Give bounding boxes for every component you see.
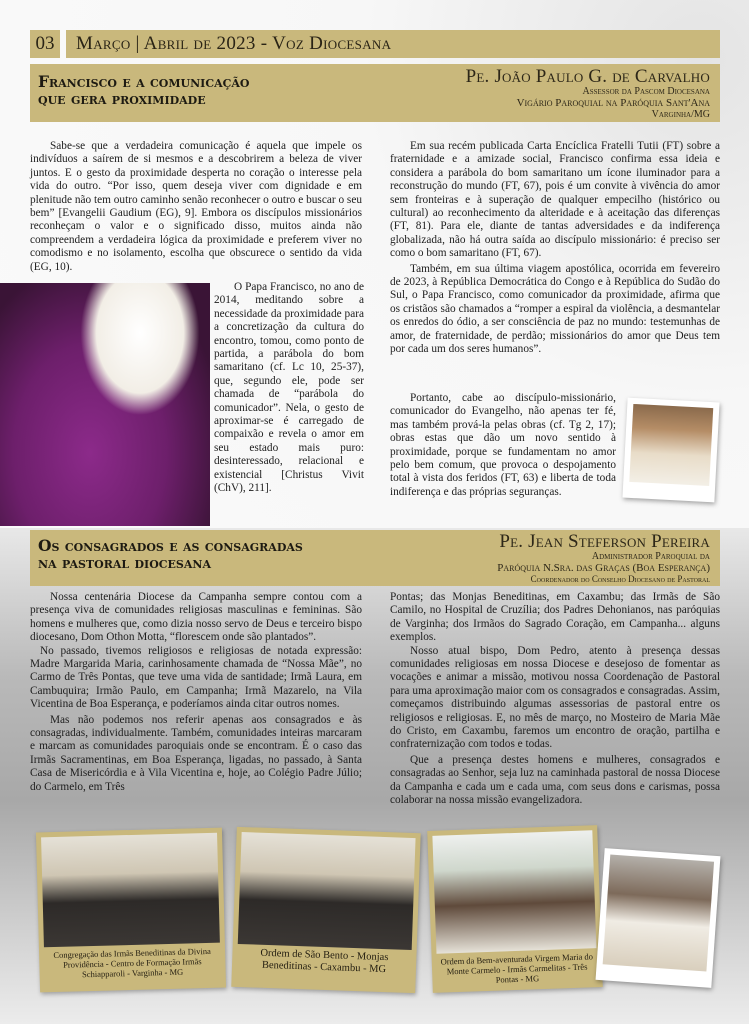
photo-caption: Ordem de São Bento - Monjas Beneditinas - Caxambu - MG [260,947,389,976]
pope-francis-photo [0,283,210,526]
photo-carmelite-sisters [427,825,603,993]
paragraph: O Papa Francisco, no ano de 2014, meditando sobre a necessidade da proximidade para a concretização da cultura do encontro, tomou, como ponto de partida, a parábola do bom samaritano (cf. Lc 10, 25-37), que, segundo ele, pode ser chamada de “parábola do comunicador”. Nela, o gesto de aproximar-se é carregado de compaixão e revela o amor em seu estado mais puro: desinteressado, relacional e existencial [Christus Vivit (ChV), 211]. [214,281,364,495]
paragraph: Sabe-se que a verdadeira comunicação é aquela que impele os indivíduos a saírem de si mesmos e a descobrirem a beleza de viver juntos. E o gesto da proximidade desperta no coração o interesse pela vida do outro. “Por isso, quem deseja viver com dignidade e em plenitude não tem outro caminho senão reconhecer o outro e buscar o seu bem” [Evangelii Gaudium (EG), 9]. Embora os discípulos missionários reconheçam o valor e o significado disso, muitos ainda não compreendem a verdadeira lógica da proximidade e preferem viver no comodismo e no isolamento, escolha que obscurece o sentido da vida (EG, 10). [30,140,362,273]
author-role: Assessor da Pascom Diocesana [582,86,710,97]
article1-column2-narrow [390,392,616,499]
group-photo [41,833,220,948]
group-photo [238,832,416,950]
author-name: Pe. João Paulo G. de Carvalho [465,66,710,87]
paragraph: No passado, tivemos religiosos e religiosas de notada expressão: Madre Margarida Maria, carinhosamente chamada de “Nossa Mãe”, no Carmo de Três Pontas, que teve uma vida de santidade; Irmã Laura, em Cambuquira; Irmão Paulo, em Campanha; Irmã Mazarelo, na Vila Vicentina de Boa Esperança, e poderíamos ainda citar outros nomes. [30,644,362,711]
title-line: Os consagrados e as consagradas [38,536,303,555]
photo-sao-bento-nuns [231,827,420,993]
paragraph: Nossa centenária Diocese da Campanha sempre contou com a presença viva de comunidades religiosas masculinas e femininas. São homens e mulheres que, como dizia nosso servo de Deus e terceiro bispo diocesano, Dom Othon Motta, “florescem onde são plantados”. [30,591,362,644]
article1-column2 [390,140,720,357]
article1-column1-narrow [214,281,364,496]
author-role: Paróquia N.Sra. das Graças (Boa Esperança) [497,562,710,574]
author-role: Vigário Paroquial na Paróquia Sant'Ana [516,97,710,109]
title-line: na pastoral diocesana [38,553,211,572]
masthead-title: Março | Abril de 2023 - Voz Diocesana [66,30,720,58]
author-role: Varginha/MG [651,109,710,120]
title-line: Francisco e a comunicação [38,72,250,91]
article2-header [30,530,720,586]
author-portrait-photo-2 [596,848,721,988]
group-photo [432,830,596,954]
article1-column1 [30,140,362,274]
paragraph: Também, em sua última viagem apostólica, ocorrida em fevereiro de 2023, à República Democrática do Congo e à República do Sudão do Sul, o Papa Francisco, como comunicador da proximidade, afirma que os cristãos são chamados a “romper a espiral da violência, a desmantelar os enredos do ódio, a ser consciência de paz no mundo: testemunhas de amor, de fraternidade, de perdão; missionários do amor que Deus tem por cada um dos seres humanos”. [390,262,720,356]
paragraph: Que a presença destes homens e mulheres, consagrados e consagradas ao Senhor, seja luz na caminhada pastoral de nossa Diocese da Campanha e cada um e cada uma, com seus dons e carismas, possa colaborar na nossa missão evangelizadora. [390,753,720,807]
photo-caption: Congregação das Irmãs Beneditinas da Divina Providência - Centro de Formação Irmãs Schiapparoli - Varginha - MG [53,945,211,980]
author-portrait-photo [622,398,719,503]
paragraph: Nosso atual bispo, Dom Pedro, atento à presença dessas comunidades religiosas em nossa Diocese e desejoso de fomentar as vocações e animar a missão, motivou nossa Coordenação de Pastoral para uma aproximação maior com os consagrados e consagradas. Assim, começamos distribuindo algumas assessorias de pastoral entre os religiosos e religiosas. E, no mês de março, no Mosteiro de Maria Mãe do Cristo, em Caxambu, faremos um encontro de oração, partilha e confraternização com todos e todas. [390,644,720,751]
article1-byline [466,67,710,120]
paragraph: Mas não podemos nos referir apenas aos consagrados e às consagradas, individualmente. Também, comunidades inteiras marcaram e marcam as comunidades paroquiais onde se encontram. É o caso das Irmãs Sacramentinas, em Boa Esperança, ligadas, no passado, à Santa Casa de Misericórdia e à Vila Vicentina e, hoje, ao Colégio Padre Júlio; do Carmelo, em Três [30,713,362,793]
paragraph: Pontas; das Monjas Beneditinas, em Caxambu; das Irmãs de São Camilo, no Hospital de Cruzília; dos Padres Dehonianos, nas paróquias de Varginha; dos Irmãos do Sagrado Coração, em Campanha... alguns exemplos. [390,591,720,644]
paragraph: Portanto, cabe ao discípulo-missionário, comunicador do Evangelho, não apenas ter fé, mas também prová-la pelas obras (cf. Tg 2, 17); obras estas que dão um novo sentido à proximidade, porque se fundamentam no amor pelo bem comum, que provoca o despojamento total à vista dos feridos (FT, 63) e liberta de toda indiferença e das próprias seguranças. [390,392,616,498]
author-role: Administrador Paroquial da [591,551,710,562]
article2-byline [497,532,710,585]
author-role: Coordenador do Conselho Diocesano de Pastoral [530,574,710,584]
author-name: Pe. Jean Steferson Pereira [499,531,710,552]
article1-title [38,73,250,107]
paragraph: Em sua recém publicada Carta Encíclica Fratelli Tutii (FT) sobre a fraternidade e a amizade social, Francisco confirma essa ideia e considera a parábola do bom samaritano um ícone iluminador para a reconstrução do mundo (FT, 67), pois é um convite à vivência do amor sem fronteiras e à superação de qualquer empecilho (histórico ou cultural) ao reconhecimento da alteridade e à aceitação das diferenças (FT, 81). Para ele, diante de tantas adversidades e da indiferença globalizada, não há outra saída ao discípulo missionário: é preciso ser como o bom samaritano (FT, 67). [390,140,720,260]
title-line: que gera proximidade [38,89,206,108]
photo-caption: Ordem da Bem-aventurada Virgem Maria do Monte Carmelo - Irmãs Carmelitas - Três Pontas - MG [440,951,594,985]
article2-column2 [390,591,720,808]
article2-title [38,537,303,571]
page-number: 03 [30,30,60,58]
photo-benedictine-sisters [36,828,226,993]
article2-column1 [30,591,362,794]
article1-header [30,64,720,122]
